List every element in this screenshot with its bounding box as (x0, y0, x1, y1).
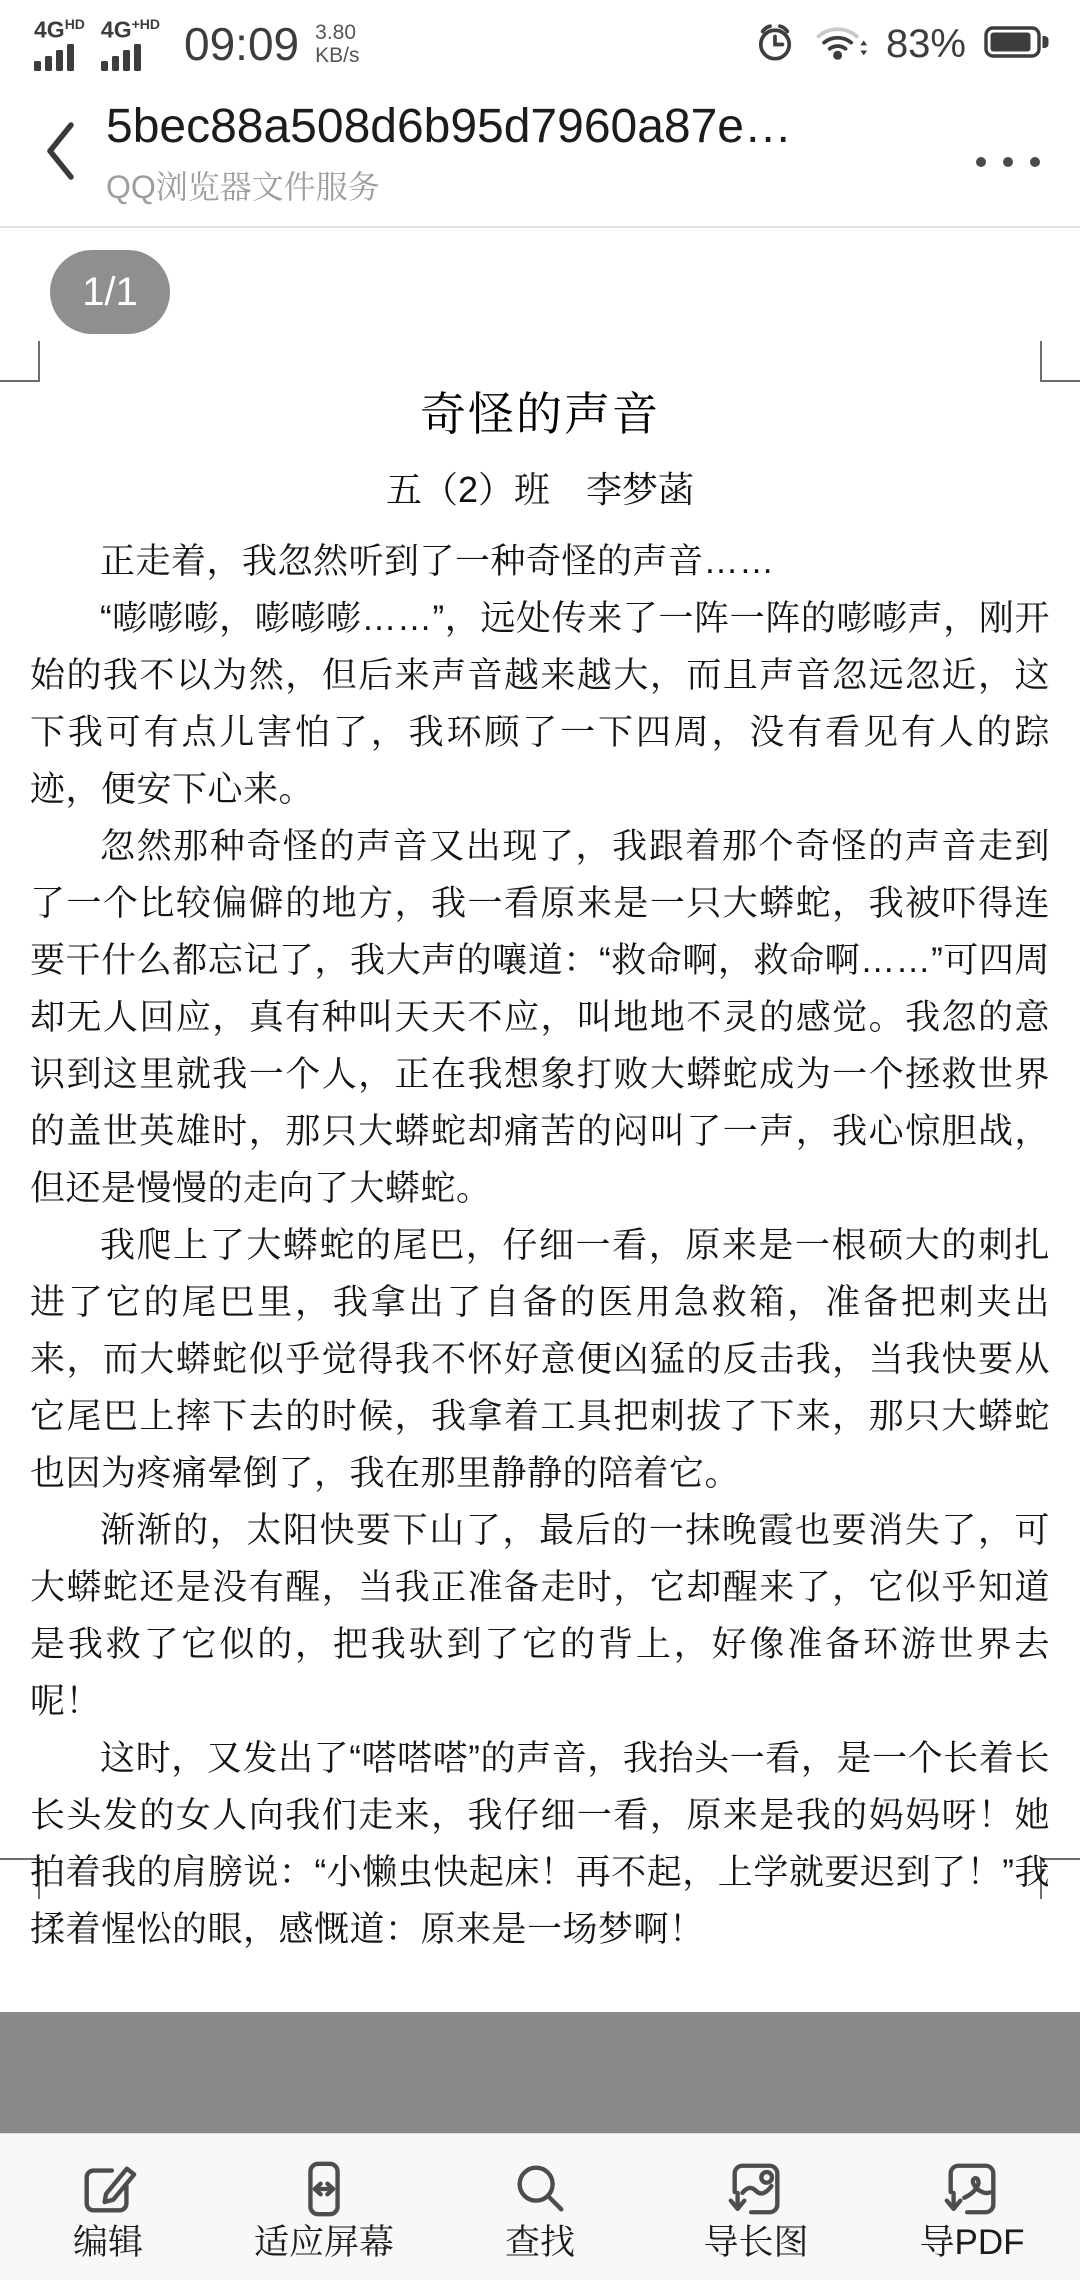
document-text (30, 378, 1050, 1958)
file-title: 5bec88a508d6b95d7960a87e… (106, 99, 792, 153)
export-long-image-button[interactable] (648, 2134, 864, 2280)
corner-mark-top-right (1040, 341, 1080, 382)
battery-percent: 83% (885, 21, 966, 66)
paragraph: 我爬上了大蟒蛇的尾巴，仔细一看，原来是一根硕大的刺扎进了它的尾巴里，我拿出了自备的医用急救箱，准备把刺夹出来，而大蟒蛇似乎觉得我不怀好意便凶猛的反击我，当我快要从它尾巴上摔下去的时候，我拿着工具把刺拔了下来，那只大蟒蛇也因为疼痛晕倒了，我在那里静静的陪着它。 (30, 1226, 1050, 1493)
search-icon (509, 2158, 571, 2220)
network-type-label: $4G^{HD}$ (34, 15, 85, 43)
find-button[interactable] (432, 2134, 648, 2280)
signal-bars-icon (34, 44, 74, 71)
network-speed: 3.80 KB/s (315, 21, 360, 67)
find-label: 查找 (504, 2222, 575, 2262)
clock-time: 09:09 (184, 18, 300, 70)
network-type-label: $4G^{+HD}$ (100, 15, 161, 43)
essay-byline: 五（2）班 李梦菡 (385, 469, 695, 510)
export-pdf-label: 导PDF (919, 2222, 1025, 2262)
fit-screen-button[interactable] (216, 2134, 432, 2280)
chevron-left-icon (40, 118, 80, 189)
file-source: QQ浏览器文件服务 (106, 168, 380, 205)
paragraph: 渐渐的，太阳快要下山了，最后的一抹晚霞也要消失了，可大蟒蛇还是没有醒，当我正准备走时，它却醒来了，它似乎知道是我救了它似的，把我驮到了它的背上，好像准备环游世界去呢！ (30, 1511, 1050, 1721)
export-long-image-label: 导长图 (703, 2222, 809, 2262)
edit-label: 编辑 (72, 2222, 143, 2262)
fit-screen-label: 适应屏幕 (253, 2222, 394, 2262)
export-long-image-icon (725, 2158, 787, 2220)
page-end-gray-band (0, 2012, 1080, 2133)
signal-indicator-4g (34, 17, 85, 72)
paragraph: 忽然那种奇怪的声音又出现了，我跟着那个奇怪的声音走到了一个比较偏僻的地方，我一看原来是一只大蟒蛇，我被吓得连要干什么都忘记了，我大声的嚷道：“救命啊，救命啊……”可四周却无人回应，真有种叫天天不应，叫地地不灵的感觉。我忽的意识到这里就我一个人，正在我想象打败大蟒蛇成为一个拯救世界的盖世英雄时，那只大蟒蛇却痛苦的闷叫了一声，我心惊胆战，但还是慢慢的走向了大蟒蛇。 (30, 827, 1050, 1208)
fit-screen-icon (293, 2158, 355, 2220)
page-indicator-badge: 1/1 (50, 250, 170, 334)
corner-mark-top-left (0, 341, 40, 382)
signal-indicator-4g-plus (101, 17, 160, 72)
more-dots-icon (1030, 157, 1040, 167)
export-pdf-icon (941, 2158, 1003, 2220)
edit-button[interactable] (0, 2134, 216, 2280)
back-button[interactable] (40, 118, 84, 189)
signal-bars-icon (101, 44, 141, 71)
status-bar-right (754, 21, 1050, 68)
paragraph: 这时，又发出了“嗒嗒嗒”的声音，我抬头一看，是一个长着长长头发的女人向我们走来，我仔细一看，原来是我的妈妈呀！她拍着我的肩膀说：“小懒虫快起床！再不起，上学就要迟到了！”我揉着惺忪的眼，感慨道：原来是一场梦啊！ (30, 1739, 1050, 1949)
edit-icon (77, 2158, 139, 2220)
battery-icon (984, 25, 1050, 64)
status-bar (0, 0, 1080, 80)
essay-body (30, 533, 1050, 1958)
bottom-toolbar (0, 2133, 1080, 2280)
header (0, 80, 1080, 228)
paragraph: “嘭嘭嘭，嘭嘭嘭……”，远处传来了一阵一阵的嘭嘭声，刚开始的我不以为然，但后来声音越来越大，而且声音忽远忽近，这下我可有点儿害怕了，我环顾了一下四周，没有看见有人的踪迹，便安下心来。 (30, 599, 1050, 809)
wifi-icon (814, 22, 868, 67)
paragraph: 正走着，我忽然听到了一种奇怪的声音…… (100, 542, 775, 581)
essay-title: 奇怪的声音 (420, 388, 660, 440)
header-text (106, 99, 976, 208)
more-menu-button[interactable] (976, 139, 1040, 167)
more-dots-icon (1003, 157, 1013, 167)
more-dots-icon (976, 157, 986, 167)
document-page[interactable] (0, 228, 1080, 2012)
alarm-clock-icon (754, 21, 796, 68)
status-bar-left (34, 17, 360, 72)
export-pdf-button[interactable] (864, 2134, 1080, 2280)
